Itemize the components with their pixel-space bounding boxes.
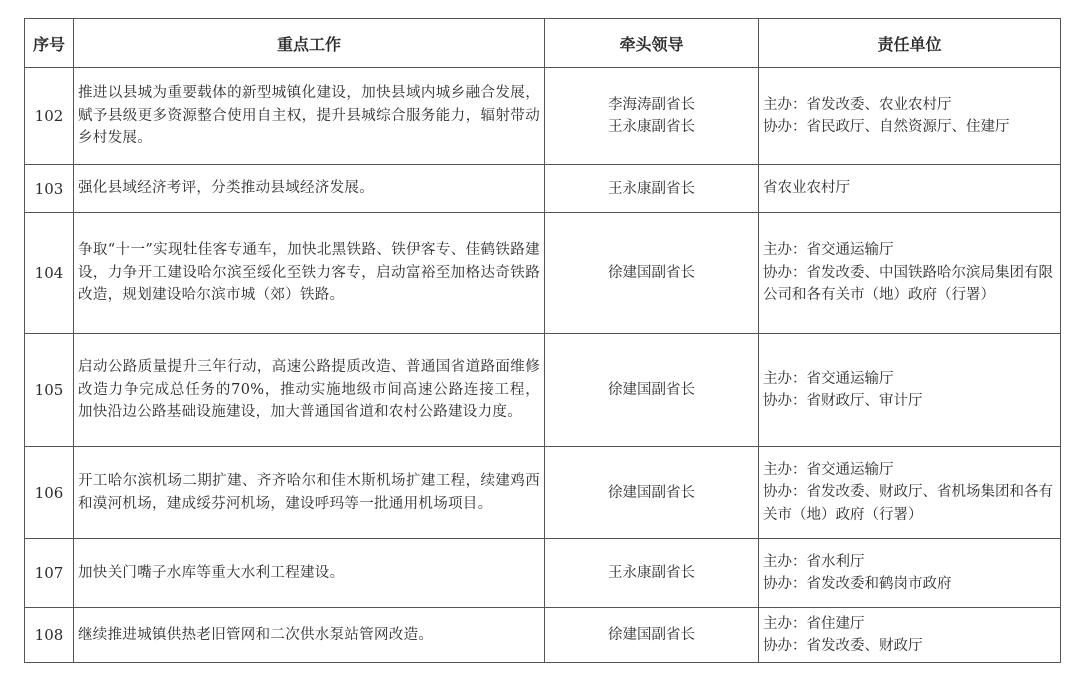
leader-name: 李海涛副省长 [608, 97, 695, 113]
header-responsible-unit: 责任单位 [759, 19, 1061, 68]
key-work-text: 继续推进城镇供热老旧管网和二次供水泵站管网改造。 [74, 608, 545, 663]
row-number: 102 [25, 68, 74, 165]
table-row [25, 68, 1061, 165]
table-row [25, 213, 1061, 334]
table-row [25, 539, 1061, 608]
responsible-unit [759, 165, 1061, 213]
unit-line: 主办：省水利厅 [763, 553, 865, 570]
unit-line: 主办：省交通运输厅 [763, 242, 894, 259]
key-work-text: 开工哈尔滨机场二期扩建、齐齐哈尔和佳木斯机场扩建工程，续建鸡西和漠河机场，建成绥芬河机场，建设呼玛等一批通用机场项目。 [74, 447, 545, 539]
key-work-text: 争取“十一”实现牡佳客专通车，加快北黑铁路、铁伊客专、佳鹤铁路建设，力争开工建设哈尔滨至绥化至铁力客专，启动富裕至加格达奇铁路改造，规划建设哈尔滨市城（郊）铁路。 [74, 213, 545, 334]
lead-official [545, 68, 759, 165]
lead-official [545, 608, 759, 663]
row-number: 105 [25, 334, 74, 447]
lead-official [545, 447, 759, 539]
unit-line: 协办：省发改委、财政厅 [763, 638, 923, 654]
row-number: 108 [25, 608, 74, 663]
responsible-unit [759, 608, 1061, 663]
table-row [25, 334, 1061, 447]
unit-line: 协办：省发改委、财政厅、省机场集团和各有关市（地）政府（行署） [763, 484, 1053, 523]
unit-line: 主办：省发改委、农业农村厅 [763, 96, 952, 113]
row-number: 107 [25, 539, 74, 608]
unit-line: 主办：省交通运输厅 [763, 461, 894, 478]
table-row [25, 165, 1061, 213]
header-row [25, 19, 1061, 68]
responsible-unit [759, 447, 1061, 539]
key-work-text: 加快关门嘴子水库等重大水利工程建设。 [74, 539, 545, 608]
work-table [24, 18, 1061, 663]
key-work-text: 启动公路质量提升三年行动，高速公路提质改造、普通国省道路面维修改造力争完成总任务的70%，推动实施地级市间高速公路连接工程，加快沿边公路基础设施建设，加大普通国省道和农村公路建设力度。 [74, 334, 545, 447]
lead-official [545, 213, 759, 334]
table-row [25, 608, 1061, 663]
row-number: 103 [25, 165, 74, 213]
unit-line: 协办：省财政厅、审计厅 [763, 393, 923, 409]
responsible-unit [759, 539, 1061, 608]
unit-line: 协办：省发改委和鹤岗市政府 [763, 576, 952, 592]
table-row [25, 447, 1061, 539]
unit-line: 主办：省住建厅 [763, 615, 865, 632]
responsible-unit [759, 68, 1061, 165]
lead-official [545, 334, 759, 447]
key-work-text: 推进以县城为重要载体的新型城镇化建设，加快县域内城乡融合发展，赋予县级更多资源整合使用自主权，提升县城综合服务能力，辐射带动乡村发展。 [74, 68, 545, 165]
unit-line: 省农业农村厅 [763, 180, 850, 197]
unit-line: 主办：省交通运输厅 [763, 370, 894, 387]
responsible-unit [759, 334, 1061, 447]
unit-line: 协办：省民政厅、自然资源厅、住建厅 [763, 119, 1010, 135]
lead-official [545, 539, 759, 608]
leader-name: 王永康副省长 [608, 180, 695, 197]
header-number: 序号 [25, 19, 74, 68]
leader-name: 王永康副省长 [608, 119, 695, 135]
lead-official [545, 165, 759, 213]
unit-line: 协办：省发改委、中国铁路哈尔滨局集团有限公司和各有关市（地）政府（行署） [763, 264, 1053, 304]
leader-name: 徐建国副省长 [608, 382, 695, 398]
leader-name: 徐建国副省长 [608, 484, 695, 501]
responsible-unit [759, 213, 1061, 334]
key-work-text: 强化县域经济考评，分类推动县域经济发展。 [74, 165, 545, 213]
leader-name: 徐建国副省长 [608, 265, 695, 281]
header-key-work: 重点工作 [74, 19, 545, 68]
header-lead-official: 牵头领导 [545, 19, 759, 68]
leader-name: 王永康副省长 [608, 565, 695, 581]
row-number: 104 [25, 213, 74, 334]
row-number: 106 [25, 447, 74, 539]
leader-name: 徐建国副省长 [608, 627, 695, 643]
